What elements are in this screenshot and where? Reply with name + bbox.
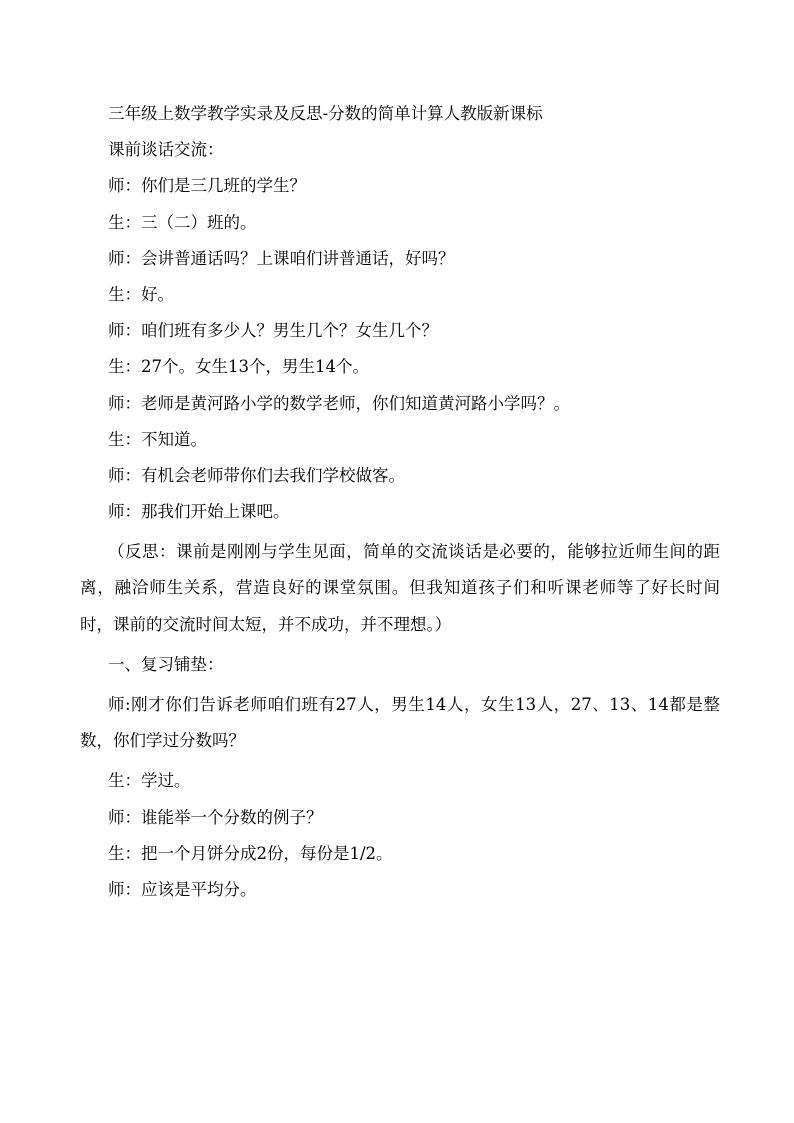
- document-title: 三年级上数学教学实录及反思-分数的简单计算人教版新课标: [108, 104, 543, 123]
- text-line: 生：三（二）班的。: [108, 212, 257, 232]
- document-body: [80, 100, 720, 912]
- text-line: 师：谁能举一个分数的例子？: [108, 807, 323, 827]
- text-line: 师：有机会老师带你们去我们学校做客。: [108, 465, 405, 485]
- section-heading: 一、复习铺垫：: [108, 654, 224, 674]
- text-line: 生：学过。: [108, 771, 191, 791]
- reflection-paragraph: （反思：课前是刚刚与学生见面，简单的交流谈话是必要的，能够拉近师生间的距离，融洽师生关系，营造良好的课堂氛围。但我知道孩子们和听课老师等了好长时间时，课前的交流时间太短，并不成功，并不理想。）: [80, 542, 720, 634]
- text-line: 生：不知道。: [108, 429, 207, 449]
- text-line: 师：老师是黄河路小学的数学老师，你们知道黄河路小学吗？。: [108, 393, 570, 413]
- text-line: 师：应该是平均分。: [108, 880, 257, 900]
- text-line: 师：你们是三几班的学生？: [108, 176, 306, 196]
- text-line: 生：好。: [108, 284, 174, 304]
- text-line: 师：那我们开始上课吧。: [108, 502, 290, 522]
- text-line: 生：把一个月饼分成2份，每份是1/2。: [108, 843, 393, 863]
- text-line: 课前谈话交流：: [108, 140, 224, 160]
- text-line: 师：咱们班有多少人？男生几个？女生几个？: [108, 321, 438, 341]
- text-line: 生：27个。女生13个，男生14个。: [108, 357, 369, 377]
- text-line: 师：会讲普通话吗？上课咱们讲普通话，好吗？: [108, 248, 455, 268]
- review-paragraph: 师:刚才你们告诉老师咱们班有27人，男生14人，女生13人，27、13、14都是整数，你们学过分数吗？: [80, 695, 720, 751]
